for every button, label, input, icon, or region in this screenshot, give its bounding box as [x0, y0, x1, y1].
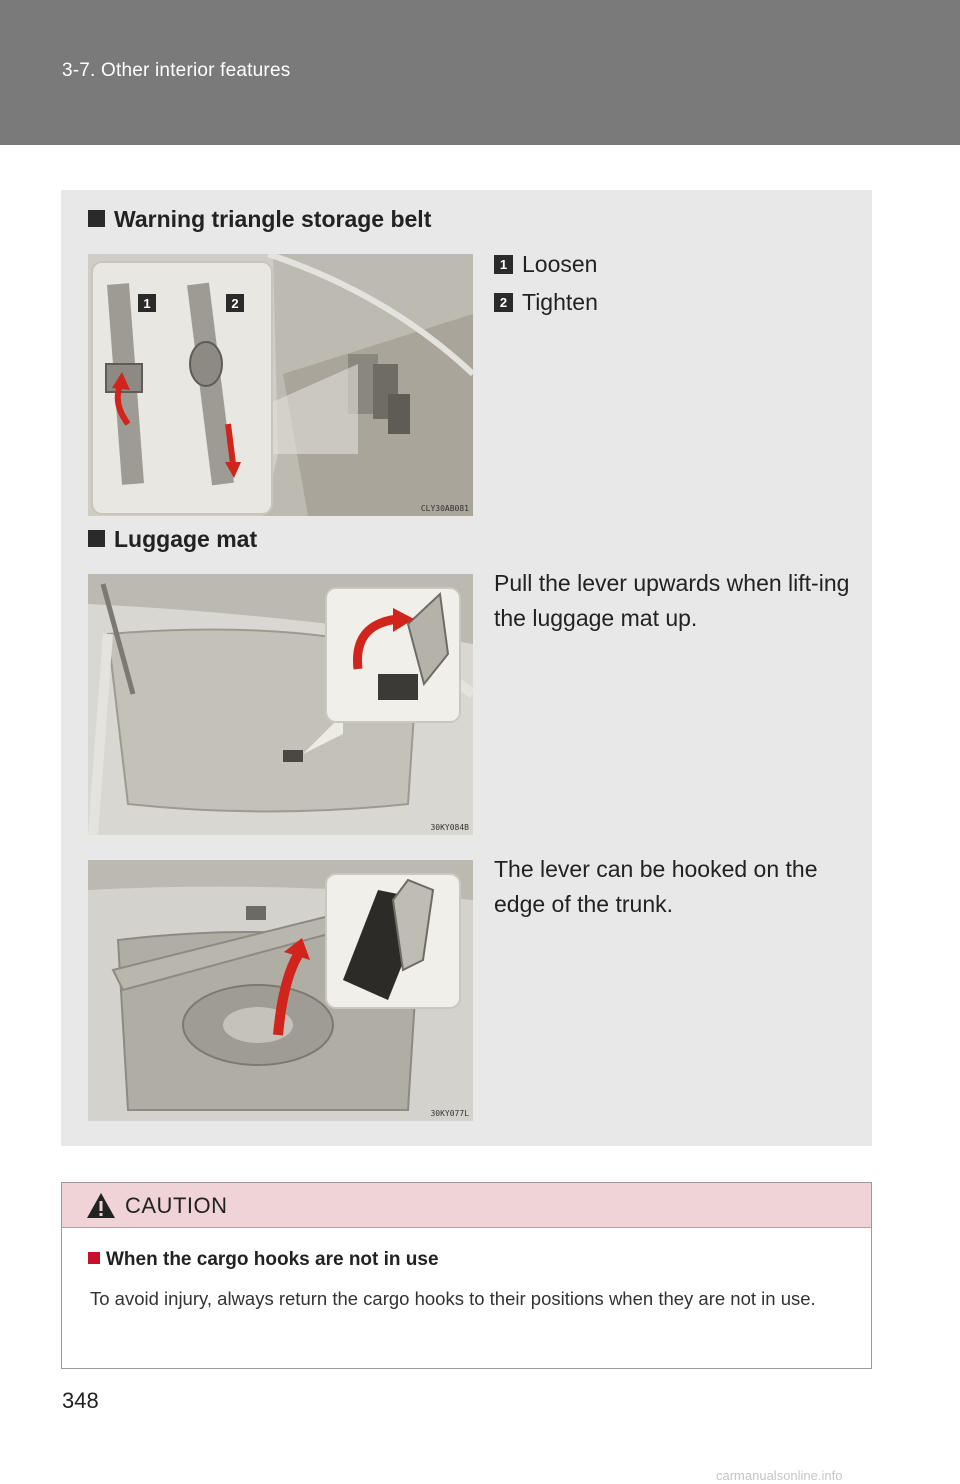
square-bullet-icon	[88, 530, 105, 547]
figure-code: 30KY084B	[430, 823, 469, 832]
page-number: 348	[62, 1388, 99, 1413]
section-title: 3-7. Other interior features	[62, 60, 291, 81]
callout-tighten	[494, 289, 598, 316]
caution-box	[61, 1182, 872, 1369]
callout-tighten-label: Tighten	[522, 289, 598, 315]
page-header	[0, 0, 960, 145]
warning-triangle-heading-text: Warning triangle storage belt	[114, 206, 432, 232]
warning-triangle-heading	[88, 206, 431, 233]
number-2-marker-icon: 2	[494, 293, 513, 312]
luggage-mat-heading	[88, 526, 257, 553]
square-bullet-icon	[88, 210, 105, 227]
luggage-mat-hook-illustration	[88, 860, 473, 1121]
caution-subheading	[88, 1249, 439, 1271]
svg-text:2: 2	[231, 296, 239, 311]
figure-code: 30KY077L	[430, 1109, 469, 1118]
caution-header	[62, 1183, 871, 1228]
callout-loosen-label: Loosen	[522, 251, 598, 277]
warning-triangle-icon	[86, 1192, 116, 1224]
watermark: carmanualsonline.info	[716, 1468, 843, 1483]
luggage-mat-lever-illustration	[88, 574, 473, 835]
caution-body-text: To avoid injury, always return the cargo hooks to their positions when they are not in use.	[90, 1288, 816, 1309]
svg-text:1: 1	[143, 296, 151, 311]
figure-code: CLY30AB081	[420, 504, 469, 513]
luggage-mat-pull-text: Pull the lever upwards when lift-ing the luggage mat up.	[494, 570, 850, 631]
callout-loosen	[494, 251, 597, 278]
red-square-bullet-icon	[88, 1252, 100, 1264]
caution-subheading-text: When the cargo hooks are not in use	[106, 1249, 439, 1270]
caution-title: CAUTION	[125, 1193, 228, 1218]
luggage-mat-heading-text: Luggage mat	[114, 526, 258, 552]
luggage-mat-hook-text: The lever can be hooked on the edge of the trunk.	[494, 856, 818, 917]
number-1-marker-icon: 1	[494, 255, 513, 274]
storage-belt-illustration	[88, 254, 473, 516]
